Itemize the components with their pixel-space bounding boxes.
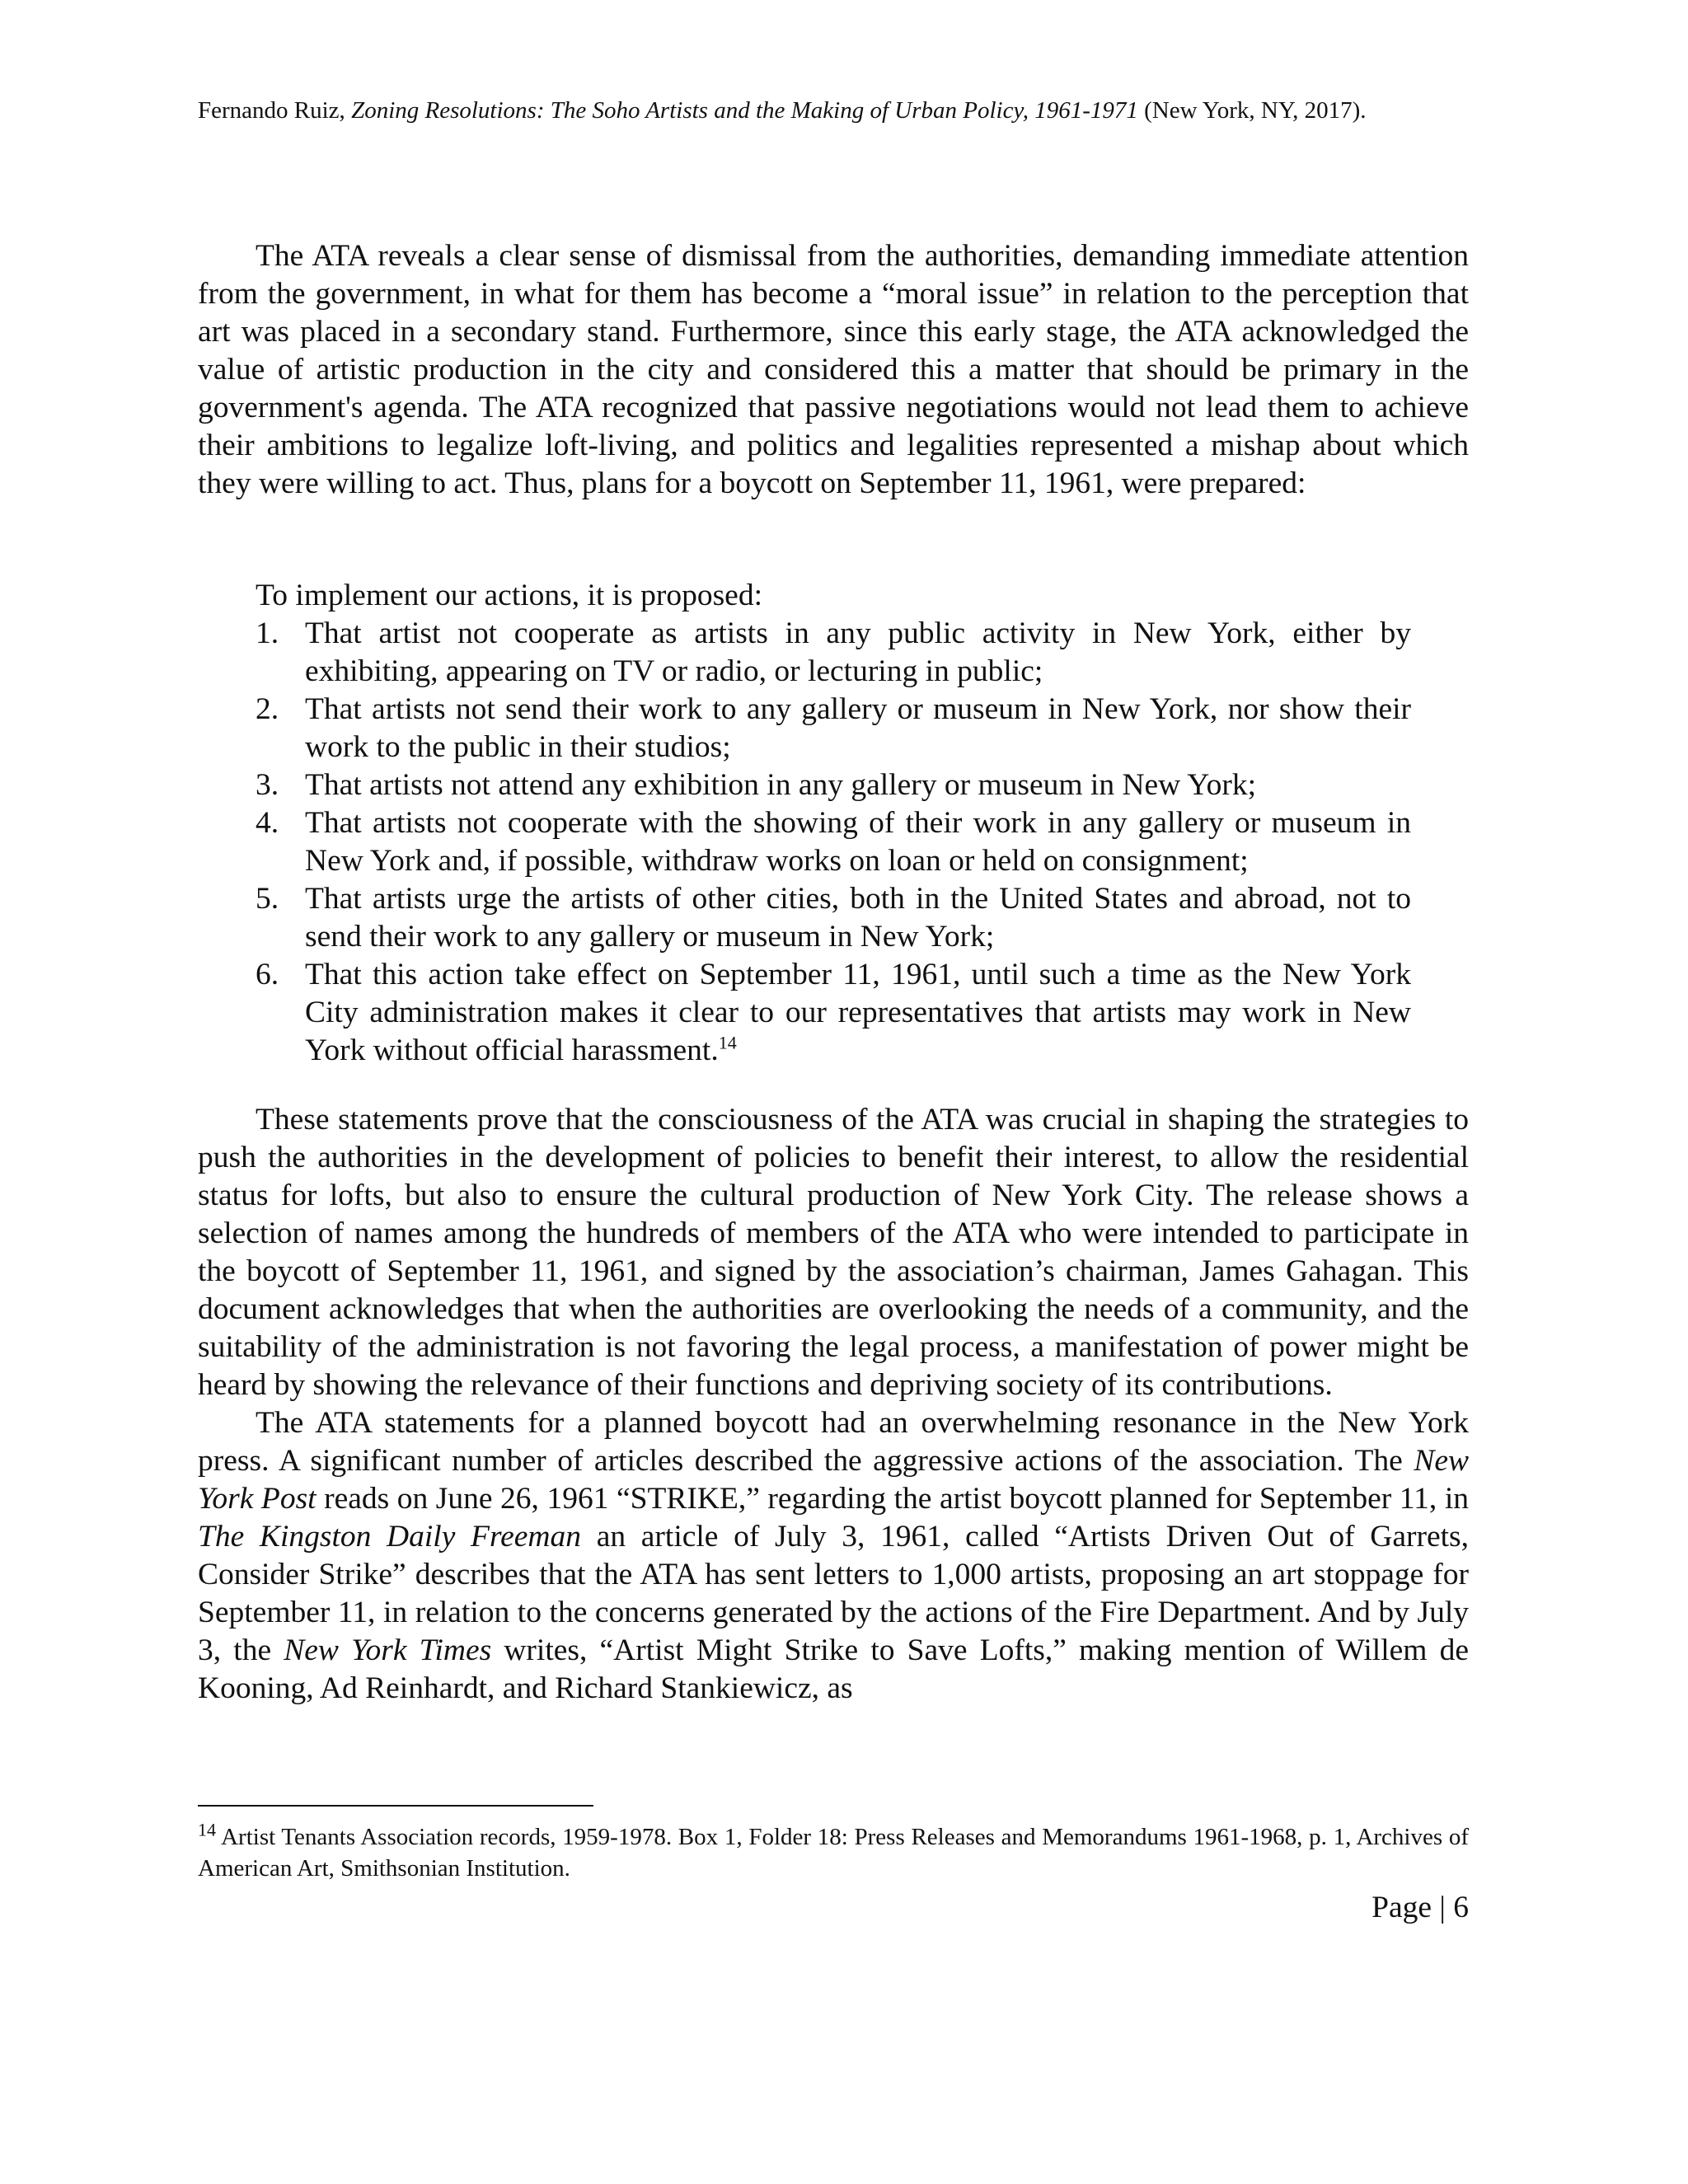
publication-name: New York Times [284,1633,492,1667]
header-publication: (New York, NY, 2017). [1137,97,1367,124]
footnote [198,1821,1469,1884]
publication-name: New York Post [198,1444,1469,1516]
list-number: 5. [256,882,279,916]
list-text: That this action take effect on September 11, 1961, until such a time as the New York City administration makes it clear to our representatives that artists may work in New York without official harassment. [305,958,1411,1067]
list-text: That artists urge the artists of other cities, both in the United States and abroad, not to send their work to any gallery or museum in New York; [305,882,1411,954]
text-run: writes, “Artist Might Strike to Save Lofts,” making mention of Willem de Kooning, Ad Reinhardt, and Richard Stankiewicz, as [198,1633,1469,1705]
footnote-text: Artist Tenants Association records, 1959-1978. Box 1, Folder 18: Press Releases and Memorandums 1961-1968, p. 1, Archives of American Art, Smithsonian Institution. [198,1824,1469,1882]
list-number: 2. [256,692,279,726]
body-paragraphs-2 [198,1101,1469,1708]
text-run: reads on June 26, 1961 “STRIKE,” regarding the artist boycott planned for September 11, in [316,1482,1469,1516]
list-item [256,804,1411,880]
list-number: 1. [256,616,279,650]
running-header [198,96,1517,125]
footnote-number: 14 [198,1819,216,1840]
list-item [256,956,1411,1070]
publication-name: The Kingston Daily Freeman [198,1520,582,1554]
paragraph-with-citations [198,1404,1469,1708]
paragraph-text: The ATA reveals a clear sense of dismissal from the authorities, demanding immediate attention from the government, in what for them has become a “moral issue” in relation to the perception that art was placed in a secondary stand. Furthermore, since this early stage, the ATA acknowledged the value of artistic production in the city and considered this a matter that should be primary in the government's agenda. The ATA recognized that passive negotiations would not lead them to achieve their ambitions to legalize loft-living, and politics and legalities represented a mishap about which they were willing to act. Thus, plans for a boycott on September 11, 1961, were prepared: [198,239,1469,500]
text-run: an article of July 3, 1961, called “Artists Driven Out of Garrets, Consider Strike” describes that the ATA has sent letters to 1,000 artists, proposing an art stoppage for September 11, in relation to the concerns generated by the actions of the Fire Department. And by July 3, the [198,1520,1469,1667]
footnote-reference[interactable]: 14 [718,1032,737,1053]
header-author: Fernando Ruiz, [198,97,352,124]
list-item [256,880,1411,956]
paragraph-text: These statements prove that the consciousness of the ATA was crucial in shaping the strategies to push the authorities in the development of policies to benefit their interest, to allow the residential status for lofts, but also to ensure the cultural production of New York City. The release shows a selection of names among the hundreds of members of the ATA who were intended to participate in the boycott of September 11, 1961, and signed by the association’s chairman, James Gahagan. This document acknowledges that when the authorities are overlooking the needs of a community, and the suitability of the administration is not favoring the legal process, a manifestation of power might be heard by showing the relevance of their functions and depriving society of its contributions. [198,1103,1469,1402]
list-item [256,766,1411,804]
list-number: 4. [256,806,279,840]
header-title: Zoning Resolutions: The Soho Artists and the Making of Urban Policy, 1961-1971 [351,97,1138,124]
list-number: 6. [256,958,279,991]
body-paragraph-1 [198,237,1469,503]
list-item [256,615,1411,691]
list-number: 3. [256,768,279,802]
list-item [256,691,1411,766]
list-text: That artists not attend any exhibition in any gallery or museum in New York; [305,768,1256,802]
list-text: That artists not cooperate with the showing of their work in any gallery or museum in New York and, if possible, withdraw works on loan or held on consignment; [305,806,1411,878]
quote-intro: To implement our actions, it is proposed: [256,579,762,612]
list-text: That artist not cooperate as artists in any public activity in New York, either by exhibiting, appearing on TV or radio, or lecturing in public; [305,616,1411,688]
footnote-divider [198,1805,593,1807]
list-text: That artists not send their work to any gallery or museum in New York, nor show their work to the public in their studios; [305,692,1411,764]
block-quote [256,577,1411,1070]
text-run: The ATA statements for a planned boycott had an overwhelming resonance in the New York press. A significant number of articles described the aggressive actions of the association. The [198,1406,1469,1478]
page-number: Page | 6 [1372,1891,1469,1924]
proposal-list [256,615,1411,1070]
